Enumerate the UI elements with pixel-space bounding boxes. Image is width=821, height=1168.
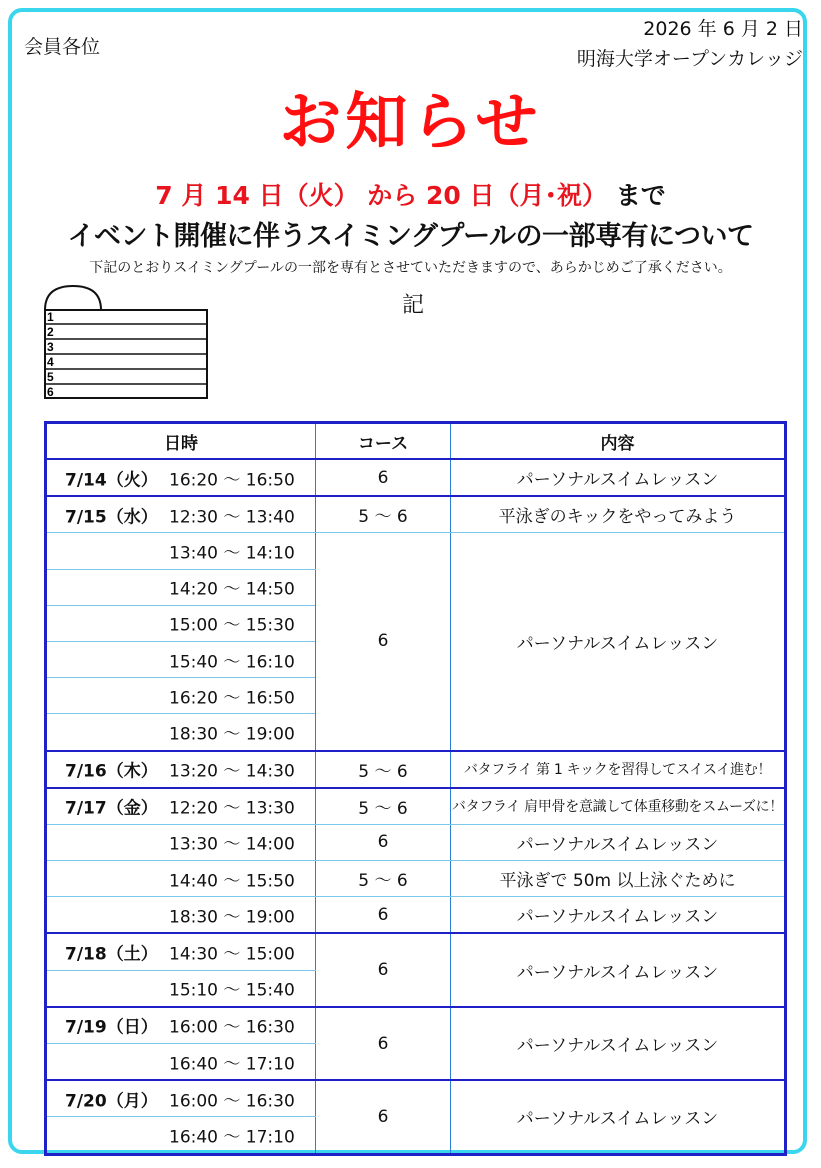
row-time: 14:30 ～ 15:00 [169,944,295,965]
date-time-cell [46,459,316,496]
date-time-cell [46,897,316,934]
ki-mark: 記 [402,293,425,318]
content-cell: パーソナルスイムレッスン [451,824,786,860]
content-cell: パーソナルスイムレッスン [451,1080,786,1154]
row-time: 14:20 ～ 14:50 [169,579,295,600]
table-row [46,1080,786,1117]
row-time: 16:20 ～ 16:50 [169,470,295,491]
course-cell: 6 [316,824,451,860]
row-time: 13:20 ～ 14:30 [169,761,295,782]
row-time: 12:30 ～ 13:40 [169,507,295,528]
content-cell: パーソナルスイムレッスン [451,533,786,751]
row-date: 7/15（水） [65,507,158,528]
date-time-cell [46,933,316,970]
date-time-cell [46,1044,316,1081]
lane-6-label: 6 [47,385,54,399]
recipients-label: 会員各位 [24,36,101,58]
course-cell: 5 ～ 6 [316,496,451,533]
row-time: 12:20 ～ 13:30 [169,798,295,819]
date-time-cell [46,496,316,533]
lane-3-label: 3 [47,340,54,354]
course-cell: 6 [316,1080,451,1154]
table-row [46,459,786,496]
row-time: 18:30 ～ 19:00 [169,724,295,745]
date-time-cell [46,1117,316,1154]
table-header-row [46,423,786,460]
course-cell: 6 [316,933,451,1006]
course-cell: 5 ～ 6 [316,861,451,897]
row-time: 15:40 ～ 16:10 [169,652,295,673]
page-title: お知らせ [279,85,542,158]
date-time-cell [46,788,316,825]
content-cell: 平泳ぎで 50m 以上泳ぐために [451,861,786,897]
date-time-cell [46,751,316,788]
table-row [46,533,786,569]
course-cell: 6 [316,897,451,934]
row-time: 16:40 ～ 17:10 [169,1054,295,1075]
schedule-table [44,421,787,1156]
row-time: 16:00 ～ 16:30 [169,1017,295,1038]
date-time-cell [46,678,316,714]
row-date: 7/17（金） [65,798,158,819]
table-row [46,751,786,788]
issue-date: 2026 年 6 月 2 日 [643,18,803,40]
course-cell: 5 ～ 6 [316,751,451,788]
row-time: 16:40 ～ 17:10 [169,1127,295,1148]
row-time: 15:10 ～ 15:40 [169,980,295,1001]
organization-name: 明海大学オープンカレッジ [576,48,803,70]
content-cell: パーソナルスイムレッスン [451,933,786,1006]
lane-1-label: 1 [47,310,54,324]
row-time: 16:20 ～ 16:50 [169,688,295,709]
row-date: 7/18（土） [65,944,158,965]
content-cell: パーソナルスイムレッスン [451,1007,786,1080]
row-date: 7/20（月） [65,1091,158,1112]
course-cell: 5 ～ 6 [316,788,451,825]
pool-lane-diagram [42,284,212,402]
row-time: 15:00 ～ 15:30 [169,615,295,636]
date-time-cell [46,569,316,605]
content-cell: バタフライ 第 1 キックを習得してスイスイ進む！ [451,751,786,788]
date-time-cell [46,605,316,641]
date-time-cell [46,824,316,860]
notice-text: 下記のとおりスイミングプールの一部を専有とさせていただきますので、あらかじめご了承ください。 [89,260,732,276]
course-cell: 6 [316,1007,451,1080]
date-time-cell [46,970,316,1007]
lane-2-label: 2 [47,325,54,339]
row-date: 7/16（木） [65,761,158,782]
header-date-time: 日時 [46,423,316,460]
row-time: 14:40 ～ 15:50 [169,871,295,892]
table-row [46,861,786,897]
row-time: 16:00 ～ 16:30 [169,1091,295,1112]
period-headline [0,176,821,212]
content-cell: 平泳ぎのキックをやってみよう [451,496,786,533]
table-row [46,496,786,533]
period-dates: 7 月 14 日（火） から 20 日（月･祝） [155,181,607,210]
table-row [46,788,786,825]
course-cell: 6 [316,459,451,496]
header-content: 内容 [451,423,786,460]
period-suffix: まで [606,181,666,210]
content-cell: パーソナルスイムレッスン [451,459,786,496]
row-date: 7/19（日） [65,1017,158,1038]
row-date: 7/14（火） [65,470,158,491]
table-row [46,824,786,860]
header-course: コース [316,423,451,460]
date-time-cell [46,861,316,897]
course-cell: 6 [316,533,451,751]
row-time: 13:30 ～ 14:00 [169,834,295,855]
content-cell: パーソナルスイムレッスン [451,897,786,934]
date-time-cell [46,1080,316,1117]
date-time-cell [46,533,316,569]
table-row [46,1007,786,1044]
date-time-cell [46,641,316,677]
subject-headline: イベント開催に伴うスイミングプールの一部専有について [67,221,754,252]
row-time: 13:40 ～ 14:10 [169,543,295,564]
content-cell: バタフライ 肩甲骨を意識して体重移動をスムーズに！ [451,788,786,825]
lane-4-label: 4 [47,355,54,369]
date-time-cell [46,1007,316,1044]
row-time: 18:30 ～ 19:00 [169,907,295,928]
table-row [46,897,786,934]
table-row [46,933,786,970]
date-time-cell [46,714,316,751]
lane-5-label: 5 [47,370,54,384]
